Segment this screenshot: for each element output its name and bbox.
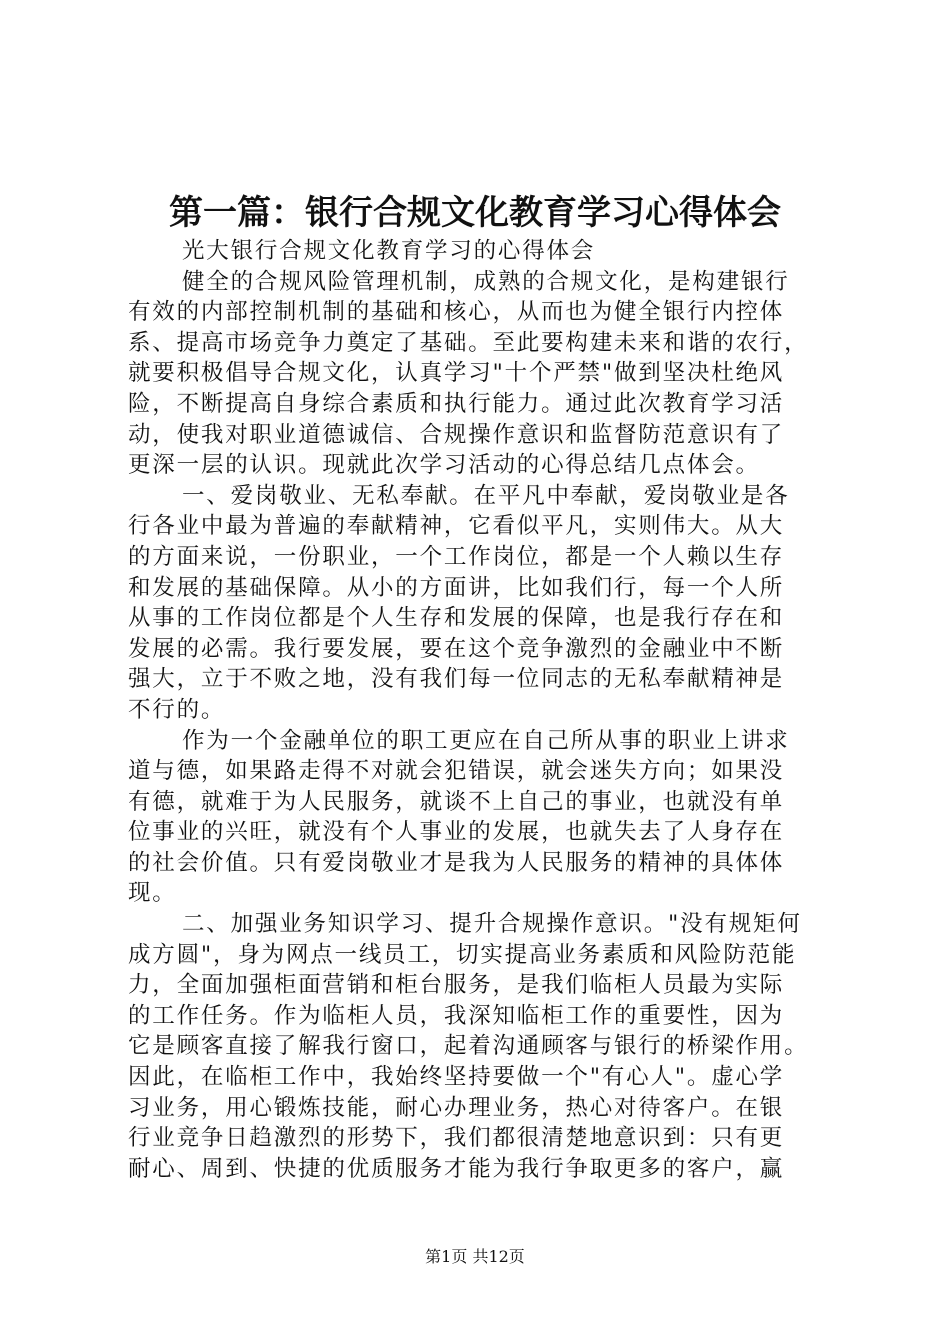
text-line: 耐心、周到、快捷的优质服务才能为我行争取更多的客户，赢 (128, 1155, 785, 1182)
text-line: 从事的工作岗位都是个人生存和发展的保障，也是我行存在和 (128, 605, 785, 632)
text-line: 不行的。 (128, 696, 226, 723)
text-line: 的社会价值。只有爱岗敬业才是我为人民服务的精神的具体体 (128, 849, 785, 876)
text-line: 和发展的基础保障。从小的方面讲，比如我们行，每一个人所 (128, 574, 785, 601)
document-title: 第一篇：银行合规文化教育学习心得体会 (169, 193, 781, 233)
text-line: 发展的必需。我行要发展，要在这个竞争激烈的金融业中不断 (128, 635, 785, 662)
text-line: 动，使我对职业道德诚信、合规操作意识和监督防范意识有了 (128, 421, 785, 448)
text-line: 系、提高市场竞争力奠定了基础。至此要构建未来和谐的农行， (128, 329, 809, 356)
document-body (128, 236, 848, 1184)
text-line: 现。 (128, 880, 177, 907)
text-line: 有效的内部控制机制的基础和核心，从而也为健全银行内控体 (128, 299, 785, 326)
text-line: 就要积极倡导合规文化，认真学习"十个严禁"做到坚决杜绝风 (128, 360, 785, 387)
text-line: 道与德，如果路走得不对就会犯错误，就会迷失方向；如果没 (128, 758, 785, 785)
text-line: 力，全面加强柜面营销和柜台服务，是我们临柜人员最为实际 (128, 972, 785, 999)
text-line: 行业竞争日趋激烈的形势下，我们都很清楚地意识到：只有更 (128, 1125, 785, 1152)
subtitle-line: 光大银行合规文化教育学习的心得体会 (182, 238, 596, 264)
text-line: 它是顾客直接了解我行窗口，起着沟通顾客与银行的桥梁作用。 (128, 1033, 809, 1060)
text-line: 位事业的兴旺，就没有个人事业的发展，也就失去了人身存在 (128, 819, 785, 846)
text-line: 作为一个金融单位的职工更应在自己所从事的职业上讲求 (182, 727, 790, 754)
text-line: 险，不断提高自身综合素质和执行能力。通过此次教育学习活 (128, 390, 785, 417)
text-line: 成方圆"，身为网点一线员工，切实提高业务素质和风险防范能 (128, 941, 797, 968)
text-line: 因此，在临柜工作中，我始终坚持要做一个"有心人"。虚心学 (128, 1064, 785, 1091)
text-line: 二、加强业务知识学习、提升合规操作意识。"没有规矩何 (182, 911, 802, 938)
text-line: 一、爱岗敬业、无私奉献。在平凡中奉献，爱岗敬业是各 (182, 482, 790, 509)
text-line: 强大，立于不败之地，没有我们每一位同志的无私奉献精神是 (128, 666, 785, 693)
text-line: 健全的合规风险管理机制，成熟的合规文化，是构建银行 (182, 268, 790, 295)
text-line: 有德，就难于为人民服务，就谈不上自己的事业，也就没有单 (128, 788, 785, 815)
text-line: 的工作任务。作为临柜人员，我深知临柜工作的重要性，因为 (128, 1002, 785, 1029)
text-line: 更深一层的认识。现就此次学习活动的心得总结几点体会。 (128, 452, 760, 479)
text-line: 习业务，用心锻炼技能，耐心办理业务，热心对待客户。在银 (128, 1094, 785, 1121)
text-line: 行各业中最为普遍的奉献精神，它看似平凡，实则伟大。从大 (128, 513, 785, 540)
page-footer: 第1页 共12页 (425, 1247, 525, 1266)
text-line: 的方面来说，一份职业，一个工作岗位，都是一个人赖以生存 (128, 543, 785, 570)
